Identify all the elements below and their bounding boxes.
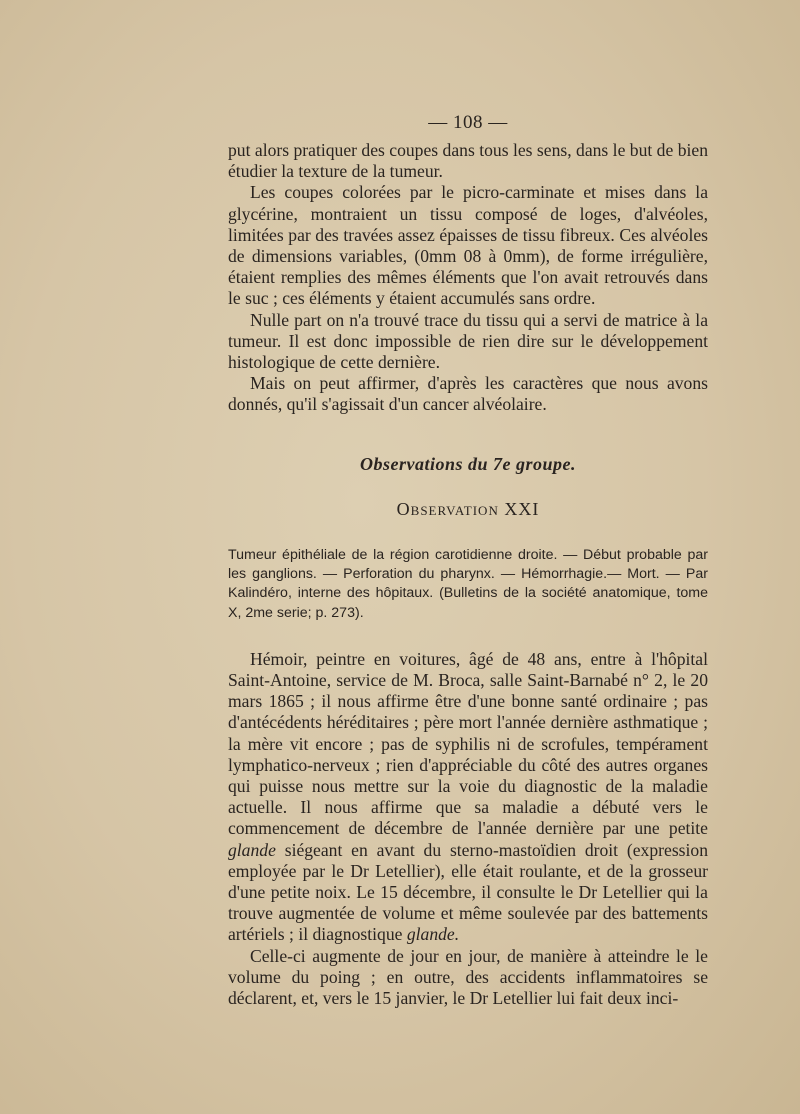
paragraph-matrix-tissue: Nulle part on n'a trouvé trace du tissu qui a servi de matrice à la tumeur. Il est donc impossible de rien dire sur le développement histologique de cette dernière. <box>228 309 708 373</box>
paragraph-conclusion: Mais on peut affirmer, d'après les caractères que nous avons donnés, qu'il s'agissait d'un cancer alvéolaire. <box>228 373 708 415</box>
paragraph-stained-sections: Les coupes colorées par le picro-carminate et mises dans la glycérine, montraient un tissu composé de loges, d'alvéoles, limitées par des travées assez épaisses de tissu fibreux. Ces alvéoles de dimensions variables, (0mm 08 à 0mm), de forme irrégulière, étaient remplies des mêmes éléments que l'on avait retrouvés dans le suc ; ces éléments y étaient accumulés sans ordre. <box>228 182 708 309</box>
group-heading: Observations du 7e groupe. <box>359 453 576 474</box>
book-page <box>228 112 708 1009</box>
case-progression-paragraph: Celle-ci augmente de jour en jour, de manière à atteindre le le volume du poing ; en outre, des accidents inflammatoires se déclarent, et, vers le 15 janvier, le Dr Letellier lui fait deux inci- <box>228 945 708 1009</box>
glande-term-2: glande. <box>406 924 460 945</box>
paragraph-tumor-texture: put alors pratiquer des coupes dans tous les sens, dans le but de bien étudier la texture de la tumeur. <box>228 140 708 182</box>
case-history-text-b: siégeant en avant du sterno-mastoïdien droit (expression employée par le Dr Letellier), elle était roulante, et de la grosseur d'une petite noix. Le 15 décembre, il consulte le Dr Letellier qui la trouve augmentée de volume et même soulevée par des battements artériels ; il diagnostique <box>228 839 708 945</box>
glande-term-1: glande <box>228 839 276 860</box>
case-history-paragraph <box>228 649 708 946</box>
observation-summary: Tumeur épithéliale de la région carotidienne droite. — Début probable par les ganglions. — Perforation du pharynx. — Hémorrhagie.— Mort. — Par Kalindéro, interne des hôpitaux. (Bulletins de la société anatomique, tome X, 2me serie; p. 273). <box>228 546 708 621</box>
page-number: — 108 — <box>428 112 508 133</box>
case-history-text-a: Hémoir, peintre en voitures, âgé de 48 ans, entre à l'hôpital Saint-Antoine, service de M. Broca, salle Saint-Barnabé n° 2, le 20 mars 1865 ; il nous affirme être d'une bonne santé ordinaire ; pas d'antécédents héréditaires ; père mort l'année dernière asthmatique ; la mère vit encore ; pas de syphilis ni de scrofules, tempérament lymphatico-nerveux ; rien d'appréciable du côté des autres organes qui puisse nous mettre sur la voie du diagnostic de la maladie actuelle. Il nous affirme que sa maladie a débuté vers le commencement de décembre de l'année dernière par une petite <box>228 648 708 839</box>
observation-heading: Observation XXI <box>396 498 540 519</box>
